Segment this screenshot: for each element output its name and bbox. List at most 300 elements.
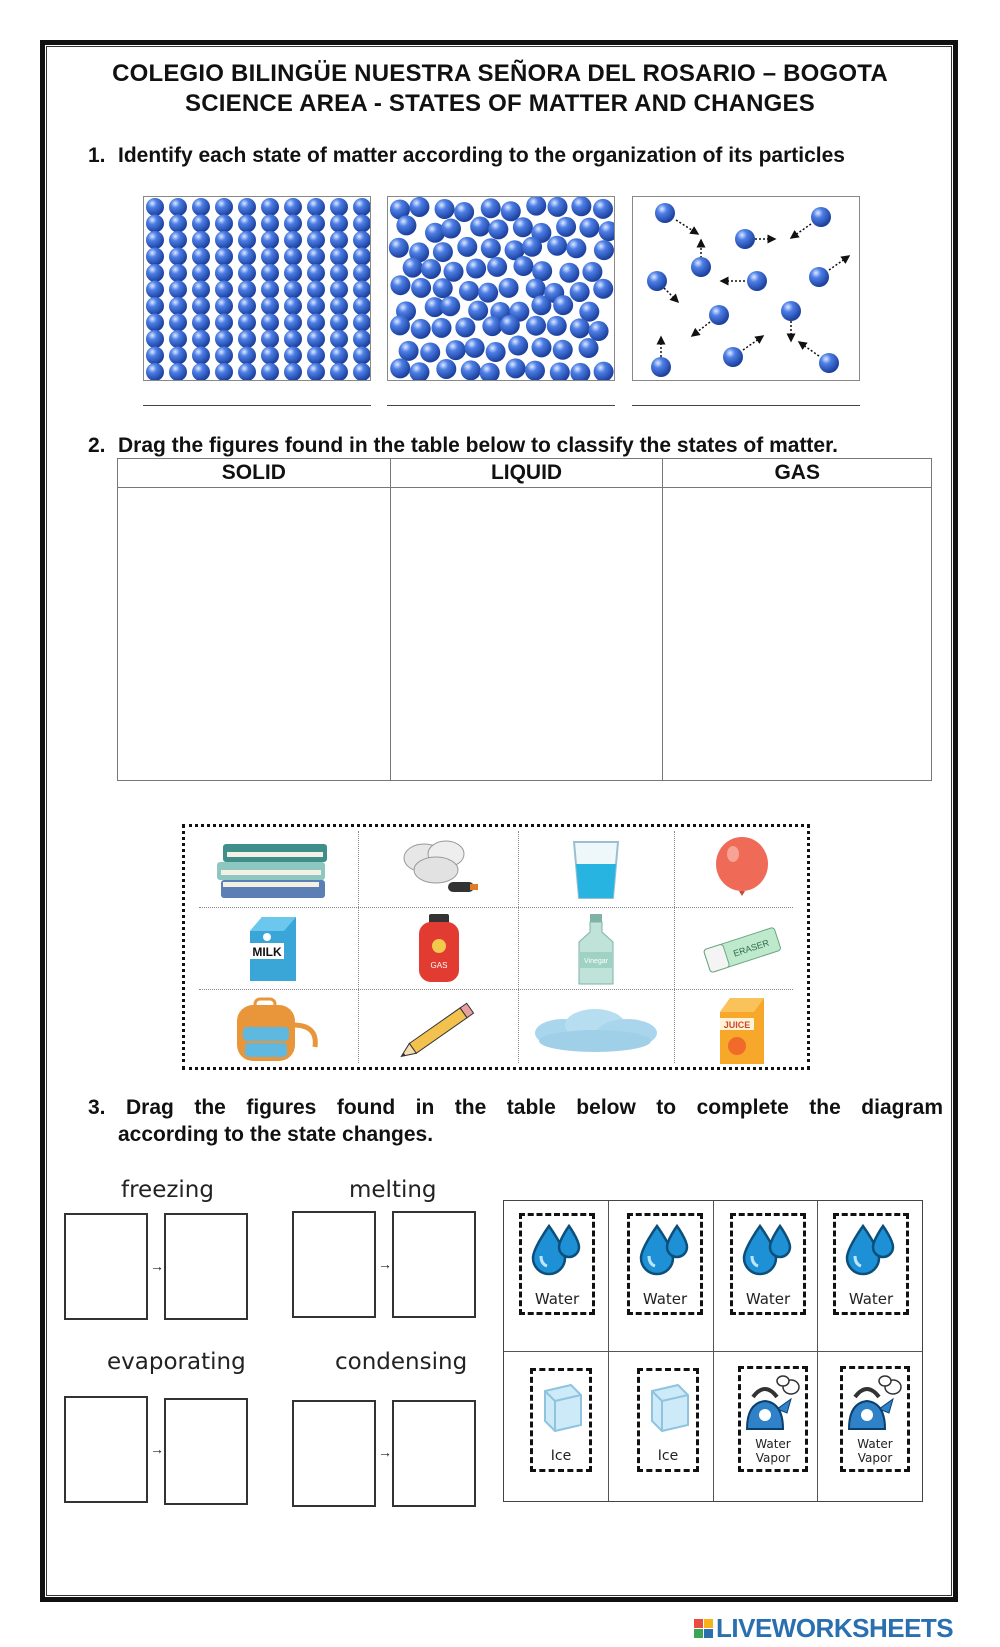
liquid-particle <box>566 238 586 258</box>
figures-grid <box>182 824 810 1070</box>
liquid-particle <box>579 338 599 358</box>
card-caption: Water <box>848 1290 894 1308</box>
liquid-particle <box>461 360 481 380</box>
liveworksheets-logo-icon <box>694 1619 713 1638</box>
vinegar-figure[interactable] <box>521 911 671 987</box>
label-evaporating: evaporating <box>107 1349 246 1375</box>
liquid-particle <box>455 317 475 337</box>
liquid-particle <box>454 202 474 222</box>
solid-particle <box>215 314 233 332</box>
solid-particle <box>261 330 279 348</box>
liquid-particle <box>440 296 460 316</box>
solid-particle <box>169 297 187 315</box>
solid-particle <box>353 264 371 282</box>
solid-particle <box>330 264 348 282</box>
freezing-arrow: → <box>150 1258 164 1274</box>
solid-particles-svg <box>144 197 371 381</box>
solid-particle <box>353 314 371 332</box>
glass-of-water-figure[interactable] <box>521 831 671 907</box>
card-caption: Vapor <box>755 1451 791 1465</box>
gas-particle <box>809 267 829 287</box>
freezing-box-from[interactable] <box>64 1213 148 1320</box>
balloon-figure[interactable] <box>677 831 807 907</box>
liquid-particle <box>500 315 520 335</box>
card-caption: Water <box>534 1290 580 1308</box>
gas-particle <box>735 229 755 249</box>
solid-particle <box>284 330 302 348</box>
water-drop-icon <box>843 1222 899 1276</box>
liquid-particle <box>513 256 533 276</box>
solid-particle <box>307 363 325 381</box>
balloon-icon <box>707 834 777 904</box>
solid-particle <box>146 281 164 299</box>
liquid-particle <box>390 275 410 295</box>
solid-particle <box>169 330 187 348</box>
solid-particle <box>261 215 279 233</box>
solid-particle <box>238 264 256 282</box>
melting-box-to[interactable] <box>392 1211 476 1318</box>
eraser-label: ERASER <box>732 937 771 959</box>
gas-particle <box>747 271 767 291</box>
solid-particle <box>353 330 371 348</box>
liquid-particle <box>499 278 519 298</box>
solid-particle <box>146 330 164 348</box>
question-2 <box>88 434 838 458</box>
water-drop-icon <box>637 1222 693 1276</box>
liquid-particle <box>465 338 485 358</box>
liquid-particle <box>532 261 552 281</box>
condensing-box-to[interactable] <box>392 1400 476 1507</box>
question-2-text: Drag the figures found in the table below to classify the states of matter. <box>118 434 838 457</box>
liquid-particle <box>409 362 429 381</box>
vapor-card[interactable] <box>840 1366 910 1472</box>
gas-cylinder-figure[interactable] <box>361 911 516 987</box>
liquid-particle <box>459 281 479 301</box>
vapor-card[interactable] <box>738 1366 808 1472</box>
ice-cube-icon <box>535 1377 587 1433</box>
card-caption: Vapor <box>857 1451 893 1465</box>
liquid-particle <box>481 238 501 258</box>
solid-particle <box>169 198 187 216</box>
solid-particle <box>261 297 279 315</box>
liquid-particle <box>399 341 419 361</box>
gas-particle <box>655 203 675 223</box>
liquid-particle <box>547 197 567 217</box>
card-caption: Ice <box>550 1448 572 1464</box>
solid-particle <box>353 231 371 249</box>
milk-carton-icon <box>238 913 308 985</box>
label-freezing: freezing <box>121 1177 214 1203</box>
worksheet-title: SCIENCE AREA - STATES OF MATTER AND CHANGES <box>185 90 815 117</box>
melting-box-from[interactable] <box>292 1211 376 1318</box>
solid-particle <box>261 264 279 282</box>
solid-particle <box>146 297 164 315</box>
gas-particle <box>651 357 671 377</box>
solid-particle <box>215 297 233 315</box>
eraser-icon <box>697 924 787 974</box>
solid-particle <box>169 363 187 381</box>
liquid-particle <box>508 336 528 356</box>
solid-particle <box>146 248 164 266</box>
solid-particle <box>284 297 302 315</box>
solid-particle <box>330 330 348 348</box>
solid-particle <box>192 198 210 216</box>
gas-motion-arrow <box>676 220 698 234</box>
classification-table <box>117 458 932 781</box>
solid-particle <box>307 215 325 233</box>
liquid-particle <box>488 219 508 239</box>
books-icon <box>213 836 333 902</box>
liquid-particle <box>571 197 591 216</box>
solid-particle <box>146 347 164 365</box>
books-figure[interactable] <box>193 831 353 907</box>
label-melting: melting <box>349 1177 437 1203</box>
glass-of-water-icon <box>566 836 626 902</box>
cloud-icon <box>523 1003 669 1057</box>
gas-cylinder-label: GAS <box>430 961 447 970</box>
cloud-figure[interactable] <box>521 993 671 1067</box>
card-caption: Water <box>642 1290 688 1308</box>
liquid-particle <box>582 262 602 282</box>
evaporating-box-from[interactable] <box>64 1396 148 1503</box>
card-caption: Water <box>755 1437 791 1451</box>
liquid-particle <box>432 318 452 338</box>
solid-particle <box>261 347 279 365</box>
liquid-particle <box>553 295 573 315</box>
answer-line-2[interactable] <box>387 405 615 406</box>
solid-particle <box>353 215 371 233</box>
gas-particle <box>819 353 839 373</box>
solid-particle <box>307 248 325 266</box>
solid-particle <box>192 347 210 365</box>
solid-particle <box>192 330 210 348</box>
solid-particle <box>238 215 256 233</box>
solid-particle <box>330 281 348 299</box>
liquid-particle <box>513 217 533 237</box>
card-caption: Ice <box>657 1448 679 1464</box>
solid-particle <box>192 363 210 381</box>
liquid-particle <box>468 301 488 321</box>
liquid-particle <box>525 361 545 381</box>
solid-particle <box>307 314 325 332</box>
solid-particle <box>192 314 210 332</box>
liquid-particle <box>547 236 567 256</box>
liquid-particle <box>486 342 506 362</box>
condensing-arrow: → <box>378 1444 392 1460</box>
solid-particle <box>215 264 233 282</box>
vinegar-label: Vinegar <box>583 958 609 965</box>
solid-particle <box>192 231 210 249</box>
liquid-particle <box>481 198 501 218</box>
milk-figure[interactable] <box>193 911 353 987</box>
question-3-text-1: Drag the figures found in the table below to complete the diagram <box>126 1096 943 1119</box>
solid-particle <box>284 198 302 216</box>
liquid-particle <box>457 237 477 257</box>
ice-card[interactable] <box>530 1368 592 1472</box>
liquid-particle <box>570 363 590 381</box>
solid-particle <box>330 314 348 332</box>
liquid-particle <box>409 197 429 217</box>
liquid-particle <box>470 217 490 237</box>
gas-particle <box>723 347 743 367</box>
solid-particle <box>146 198 164 216</box>
pencil-figure[interactable] <box>361 993 516 1067</box>
smoke-icon <box>394 836 484 902</box>
solid-particle <box>353 281 371 299</box>
solid-particle <box>238 198 256 216</box>
solid-particle <box>238 281 256 299</box>
kettle-steam-icon <box>843 1375 907 1437</box>
solid-particle <box>284 264 302 282</box>
liquid-particle <box>390 315 410 335</box>
liquid-particle <box>594 362 614 381</box>
ice-cube-icon <box>642 1377 694 1433</box>
solid-particles-image <box>143 196 371 381</box>
question-2-number: 2. <box>88 434 106 457</box>
solid-particle <box>192 281 210 299</box>
gas-particle <box>811 207 831 227</box>
question-1 <box>88 144 845 168</box>
liquid-particle <box>444 262 464 282</box>
solid-particle <box>192 248 210 266</box>
liquid-particle <box>556 217 576 237</box>
solid-particle <box>307 231 325 249</box>
water-card[interactable] <box>730 1213 806 1315</box>
solid-particle <box>215 347 233 365</box>
solid-particle <box>284 314 302 332</box>
water-drop-icon <box>740 1222 796 1276</box>
solid-particle <box>330 198 348 216</box>
water-card[interactable] <box>627 1213 703 1315</box>
liquid-particle <box>446 340 466 360</box>
liquid-particle <box>522 237 542 257</box>
liquid-particle <box>435 199 455 219</box>
solid-particle <box>353 297 371 315</box>
liquid-particle <box>436 359 456 379</box>
liquid-particle <box>593 199 613 219</box>
solid-particle <box>146 363 164 381</box>
liquid-particle <box>480 363 500 381</box>
solid-particle <box>238 330 256 348</box>
solid-particle <box>146 314 164 332</box>
solid-particle <box>261 314 279 332</box>
solid-particle <box>284 347 302 365</box>
gas-particle <box>647 271 667 291</box>
liquid-particle <box>501 201 521 221</box>
solid-particle <box>238 363 256 381</box>
solid-particle <box>307 330 325 348</box>
card-caption: Water <box>857 1437 893 1451</box>
liquid-particle <box>526 197 546 216</box>
solid-particle <box>330 347 348 365</box>
liquid-particle <box>389 238 409 258</box>
liquid-particle <box>396 215 416 235</box>
solid-particle <box>330 297 348 315</box>
solid-particle <box>238 231 256 249</box>
solid-particle <box>353 248 371 266</box>
liquid-particle <box>531 337 551 357</box>
backpack-icon <box>223 995 323 1065</box>
label-condensing: condensing <box>335 1349 468 1375</box>
smoke-figure[interactable] <box>361 831 516 907</box>
gas-motion-arrow <box>829 256 849 270</box>
liquid-particle <box>411 278 431 298</box>
solid-particle <box>307 198 325 216</box>
solid-particle <box>215 248 233 266</box>
water-card[interactable] <box>833 1213 909 1315</box>
milk-label: MILK <box>252 945 282 959</box>
gas-particles-svg <box>633 197 860 381</box>
liquid-particles-svg <box>388 197 615 381</box>
solid-particle <box>353 347 371 365</box>
brand-text: LIVEWORKSHEETS <box>716 1613 954 1643</box>
freezing-box-to[interactable] <box>164 1213 248 1320</box>
gas-cylinder-icon <box>409 912 469 986</box>
solid-particle <box>261 231 279 249</box>
gas-particles-image <box>632 196 860 381</box>
gas-motion-arrow <box>664 288 678 302</box>
solid-particle <box>169 264 187 282</box>
solid-particle <box>330 231 348 249</box>
liquid-particle <box>421 259 441 279</box>
solid-particle <box>284 281 302 299</box>
column-header-gas: GAS <box>663 459 932 488</box>
solid-particle <box>146 231 164 249</box>
liquid-particle <box>579 218 599 238</box>
liquid-particle <box>478 283 498 303</box>
juice-figure[interactable] <box>677 993 807 1067</box>
liquid-particle <box>553 340 573 360</box>
melting-arrow: → <box>378 1256 392 1272</box>
vinegar-bottle-icon <box>571 912 621 986</box>
drop-zone-liquid[interactable] <box>390 488 663 781</box>
solid-particle <box>307 264 325 282</box>
solid-particle <box>284 248 302 266</box>
solid-particle <box>192 264 210 282</box>
evaporating-box-to[interactable] <box>164 1398 248 1505</box>
solid-particle <box>261 198 279 216</box>
column-header-solid: SOLID <box>118 459 391 488</box>
question-3 <box>88 1094 943 1148</box>
solid-particle <box>330 215 348 233</box>
liquid-particles-image <box>387 196 615 381</box>
solid-particle <box>353 363 371 381</box>
liquid-particle <box>441 219 461 239</box>
liveworksheets-brand <box>694 1613 953 1644</box>
solid-particle <box>284 231 302 249</box>
water-card[interactable] <box>519 1213 595 1315</box>
solid-particle <box>238 248 256 266</box>
drop-zone-gas[interactable] <box>663 488 932 781</box>
juice-label: JUICE <box>723 1020 751 1030</box>
solid-particle <box>169 347 187 365</box>
liquid-particle <box>482 316 502 336</box>
liquid-particle <box>593 279 613 299</box>
liquid-particle <box>589 321 609 341</box>
liquid-particle <box>599 221 615 241</box>
liquid-particle <box>531 295 551 315</box>
solid-particle <box>215 363 233 381</box>
liquid-particle <box>570 282 590 302</box>
solid-particle <box>353 198 371 216</box>
solid-particle <box>261 281 279 299</box>
question-1-number: 1. <box>88 144 106 167</box>
drop-zone-solid[interactable] <box>118 488 391 781</box>
solid-particle <box>169 215 187 233</box>
liquid-particle <box>547 316 567 336</box>
question-3-text-2: according to the state changes. <box>118 1123 434 1146</box>
pencil-icon <box>389 997 489 1063</box>
solid-particle <box>215 198 233 216</box>
ice-card[interactable] <box>637 1368 699 1472</box>
solid-particle <box>192 297 210 315</box>
kettle-steam-icon <box>741 1375 805 1437</box>
solid-particle <box>169 281 187 299</box>
answer-line-3[interactable] <box>632 405 860 406</box>
solid-particle <box>215 281 233 299</box>
school-title: COLEGIO BILINGÜE NUESTRA SEÑORA DEL ROSARIO – BOGOTA <box>112 60 888 87</box>
liquid-particle <box>433 278 453 298</box>
gas-motion-arrow <box>799 342 819 356</box>
juice-carton-icon <box>712 994 772 1066</box>
backpack-figure[interactable] <box>193 993 353 1067</box>
question-3-number: 3. <box>88 1096 106 1119</box>
liquid-particle <box>526 316 546 336</box>
solid-particle <box>284 215 302 233</box>
solid-particle <box>169 231 187 249</box>
liquid-particle <box>506 358 526 378</box>
gas-motion-arrow <box>791 224 811 238</box>
solid-particle <box>261 363 279 381</box>
liquid-particle <box>390 358 410 378</box>
solid-particle <box>146 264 164 282</box>
liquid-particle <box>594 240 614 260</box>
condensing-box-from[interactable] <box>292 1400 376 1507</box>
liquid-particle <box>487 257 507 277</box>
card-caption: Water <box>745 1290 791 1308</box>
gas-motion-arrow <box>692 322 710 336</box>
gas-particle <box>781 301 801 321</box>
solid-particle <box>330 363 348 381</box>
solid-particle <box>215 215 233 233</box>
gas-particle <box>709 305 729 325</box>
liquid-particle <box>420 342 440 362</box>
solid-particle <box>215 231 233 249</box>
solid-particle <box>192 215 210 233</box>
question-1-text: Identify each state of matter according to the organization of its particles <box>118 144 845 167</box>
eraser-figure[interactable] <box>677 911 807 987</box>
solid-particle <box>169 314 187 332</box>
solid-particle <box>238 347 256 365</box>
answer-line-1[interactable] <box>143 405 371 406</box>
solid-particle <box>307 297 325 315</box>
solid-particle <box>169 248 187 266</box>
solid-particle <box>215 330 233 348</box>
solid-particle <box>261 248 279 266</box>
solid-particle <box>284 363 302 381</box>
solid-particle <box>146 215 164 233</box>
question-3-line-1 <box>88 1094 943 1121</box>
column-header-liquid: LIQUID <box>390 459 663 488</box>
liquid-particle <box>570 318 590 338</box>
water-drop-icon <box>529 1222 585 1276</box>
solid-particle <box>330 248 348 266</box>
liquid-particle <box>411 319 431 339</box>
liquid-particle <box>403 258 423 278</box>
liquid-particle <box>559 263 579 283</box>
gas-motion-arrow <box>743 336 763 350</box>
liquid-particle <box>433 242 453 262</box>
